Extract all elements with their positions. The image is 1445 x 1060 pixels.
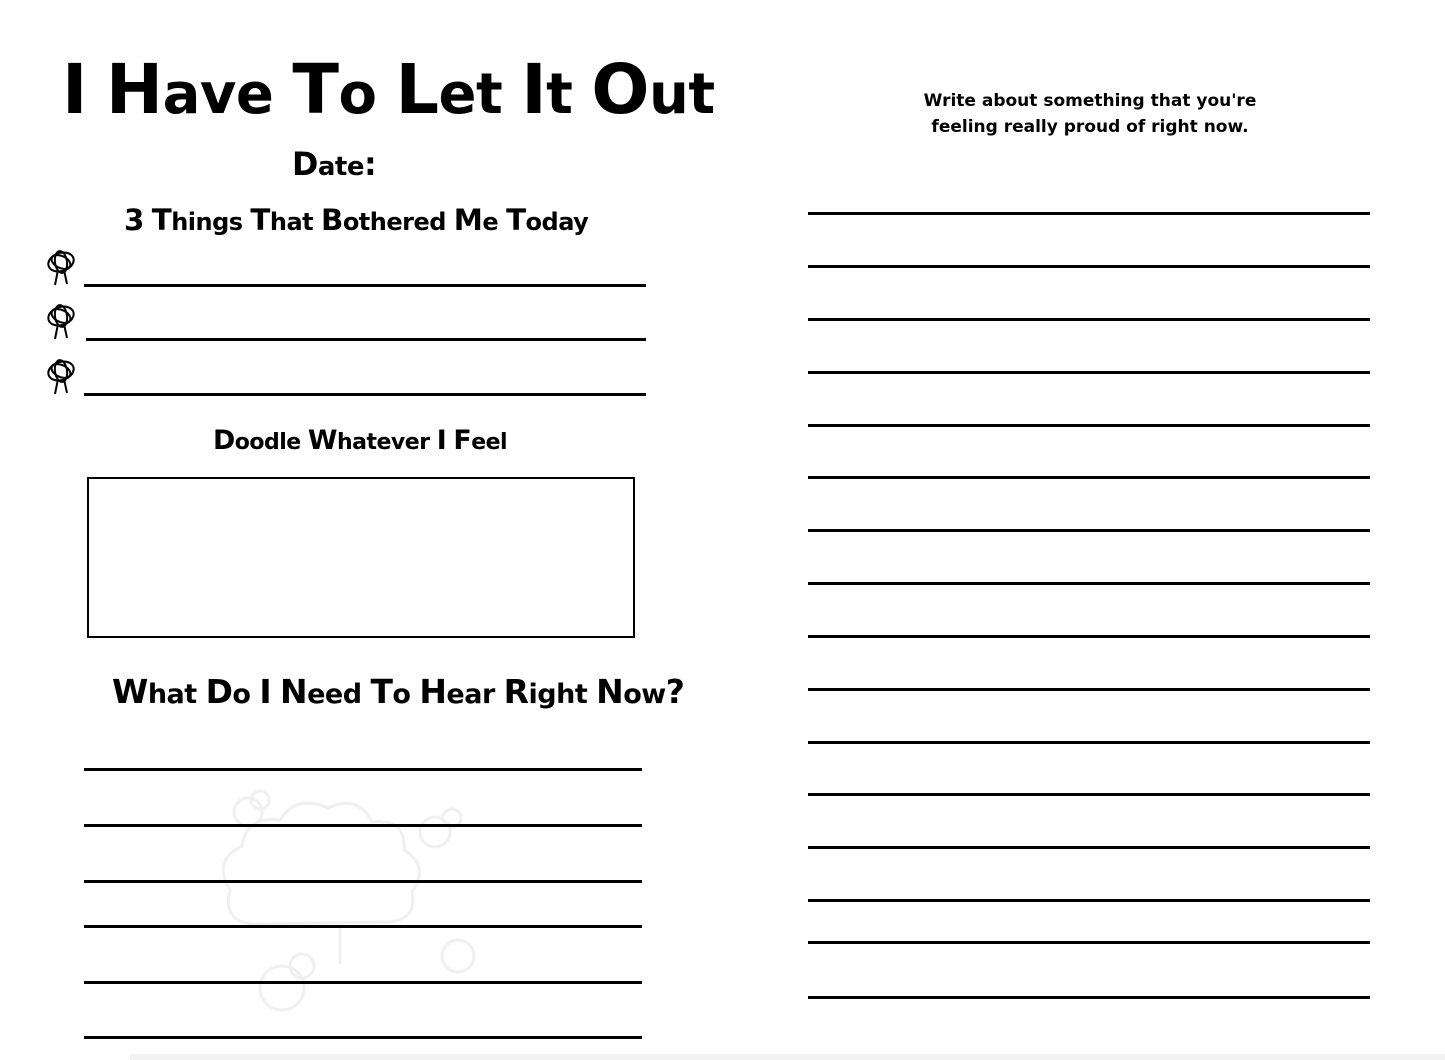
- writing-line[interactable]: [808, 265, 1370, 268]
- doodle-heading: Doodle Whatever I Feel: [213, 425, 508, 456]
- hear-heading: What Do I Need To Hear Right Now?: [112, 672, 685, 711]
- writing-line[interactable]: [808, 212, 1370, 215]
- writing-line[interactable]: [808, 688, 1370, 691]
- hear-write-line[interactable]: [84, 1036, 642, 1039]
- writing-line[interactable]: [808, 793, 1370, 796]
- writing-line[interactable]: [808, 635, 1370, 638]
- writing-line[interactable]: [808, 996, 1370, 999]
- scribble-doodle-icon: [44, 300, 78, 340]
- bothered-heading: 3 Things That Bothered Me Today: [124, 203, 589, 237]
- writing-line[interactable]: [808, 846, 1370, 849]
- page-title: I Have To Let It Out: [62, 51, 715, 130]
- bothered-write-line[interactable]: [86, 338, 646, 341]
- date-label: Date:: [292, 147, 377, 183]
- writing-line[interactable]: [808, 741, 1370, 744]
- bothered-write-line[interactable]: [84, 393, 646, 396]
- hear-write-line[interactable]: [84, 981, 642, 984]
- hear-write-line[interactable]: [84, 925, 642, 928]
- hear-write-line[interactable]: [84, 824, 642, 827]
- writing-line[interactable]: [808, 899, 1370, 902]
- writing-line[interactable]: [808, 318, 1370, 321]
- writing-line[interactable]: [808, 941, 1370, 944]
- hear-write-line[interactable]: [84, 768, 642, 771]
- writing-line[interactable]: [808, 476, 1370, 479]
- scribble-doodle-icon: [44, 355, 78, 395]
- hear-write-line[interactable]: [84, 880, 642, 883]
- bothered-write-line[interactable]: [84, 284, 646, 287]
- writing-line[interactable]: [808, 371, 1370, 374]
- scribble-doodle-icon: [44, 246, 78, 286]
- writing-line[interactable]: [808, 582, 1370, 585]
- page-bottom-edge: [130, 1054, 1445, 1060]
- doodle-box[interactable]: [87, 477, 635, 638]
- cloud-doodle-watermark-icon: [190, 770, 500, 1050]
- writing-line[interactable]: [808, 424, 1370, 427]
- right-page: [730, 0, 1445, 1060]
- writing-prompt: Write about something that you're feeling really proud of right now.: [923, 91, 1257, 138]
- writing-line[interactable]: [808, 529, 1370, 532]
